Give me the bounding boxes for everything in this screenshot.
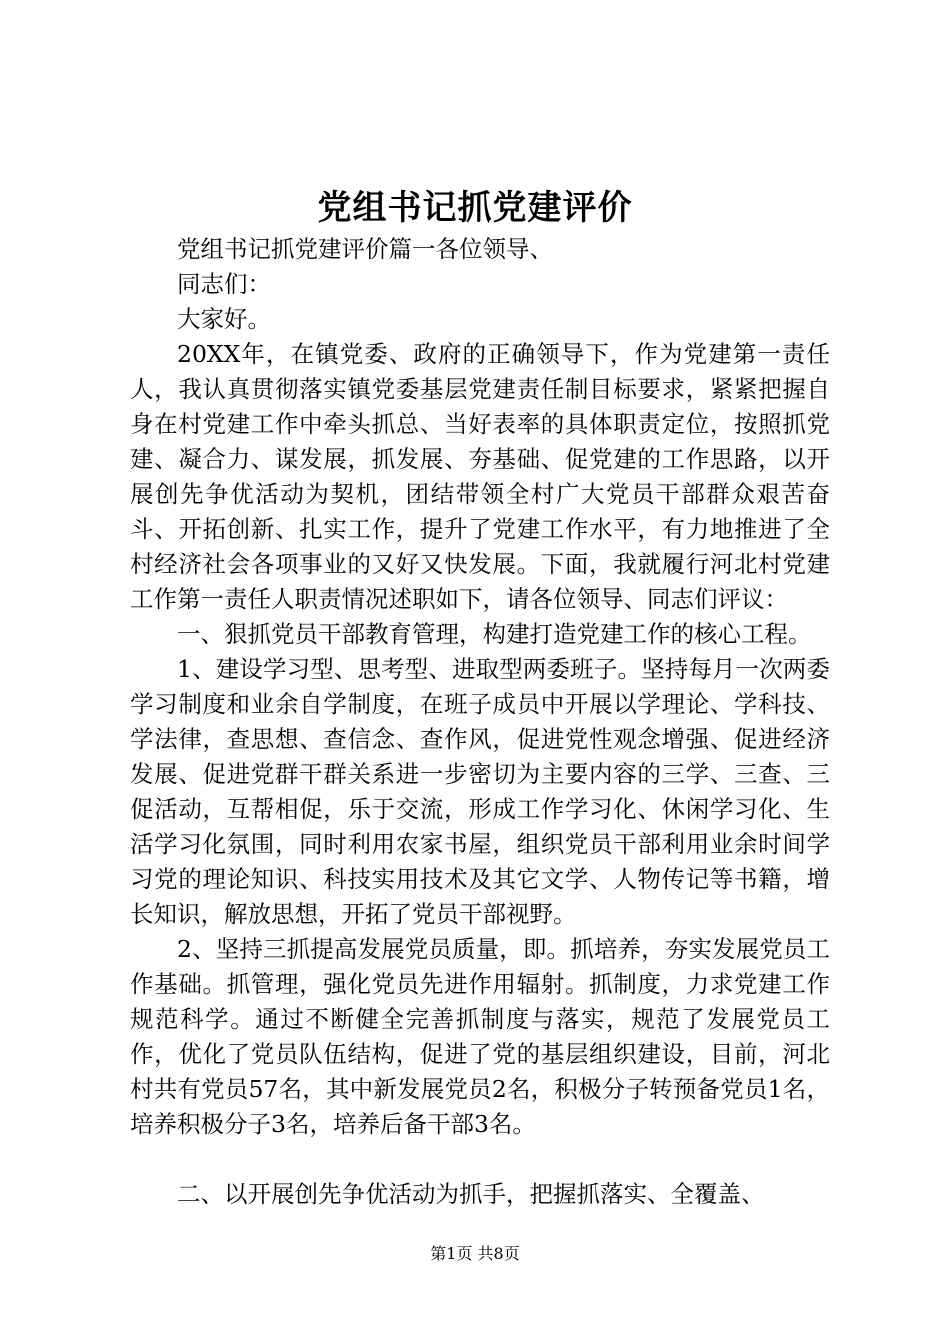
paragraph-item-one: 1、建设学习型、思考型、进取型两委班子。坚持每月一次两委学习制度和业余自学制度，在班子成员中开展以学理论、学科技、学法律，查思想、查信念、查作风，促进党性观念增强、促进经济发展、促进党群干群关系进一步密切为主要内容的三学、三查、三促活动，互帮相促，乐于交流，形成工作学习化、休闲学习化、生活学习化氛围，同时利用农家书屋，组织党员干部利用业余时间学习党的理论知识、科技实用技术及其它文学、人物传记等书籍，增长知识，解放思想，开拓了党员干部视野。 bbox=[130, 655, 830, 928]
paragraph-item-two: 2、坚持三抓提高发展党员质量，即。抓培养，夯实发展党员工作基础。抓管理，强化党员先进作用辐射。抓制度，力求党建工作规范科学。通过不断健全完善抓制度与落实，规范了发展党员工作，优化了党员队伍结构，促进了党的基层组织建设，目前，河北村共有党员57名，其中新发展党员2名，积极分子转预备党员1名，培养积极分子3名，培养后备干部3名。 bbox=[130, 935, 830, 1138]
paragraph-section-two-heading: 二、以开展创先争优活动为抓手，把握抓落实、全覆盖、 bbox=[177, 1180, 765, 1208]
page-number-footer: 第1页 共8页 bbox=[430, 1244, 520, 1263]
paragraph-addressee: 同志们： bbox=[177, 270, 271, 298]
paragraph-intro: 20XX年，在镇党委、政府的正确领导下，作为党建第一责任人，我认真贯彻落实镇党委基层党建责任制目标要求，紧紧把握自身在村党建工作中牵头抓总、当好表率的具体职责定位，按照抓党建、凝合力、谋发展，抓发展、夯基础、促党建的工作思路，以开展创先争优活动为契机，团结带领全村广大党员干部群众艰苦奋斗、开拓创新、扎实工作，提升了党建工作水平，有力地推进了全村经济社会各项事业的又好又快发展。下面，我就履行河北村党建工作第一责任人职责情况述职如下，请各位领导、同志们评议： bbox=[130, 340, 830, 613]
document-body bbox=[130, 232, 830, 1212]
paragraph-greeting: 大家好。 bbox=[177, 305, 271, 333]
document-title: 党组书记抓党建评价 bbox=[317, 188, 633, 228]
paragraph-salutation: 党组书记抓党建评价篇一各位领导、 bbox=[177, 235, 553, 263]
paragraph-section-one-heading: 一、狠抓党员干部教育管理，构建打造党建工作的核心工程。 bbox=[177, 620, 812, 648]
